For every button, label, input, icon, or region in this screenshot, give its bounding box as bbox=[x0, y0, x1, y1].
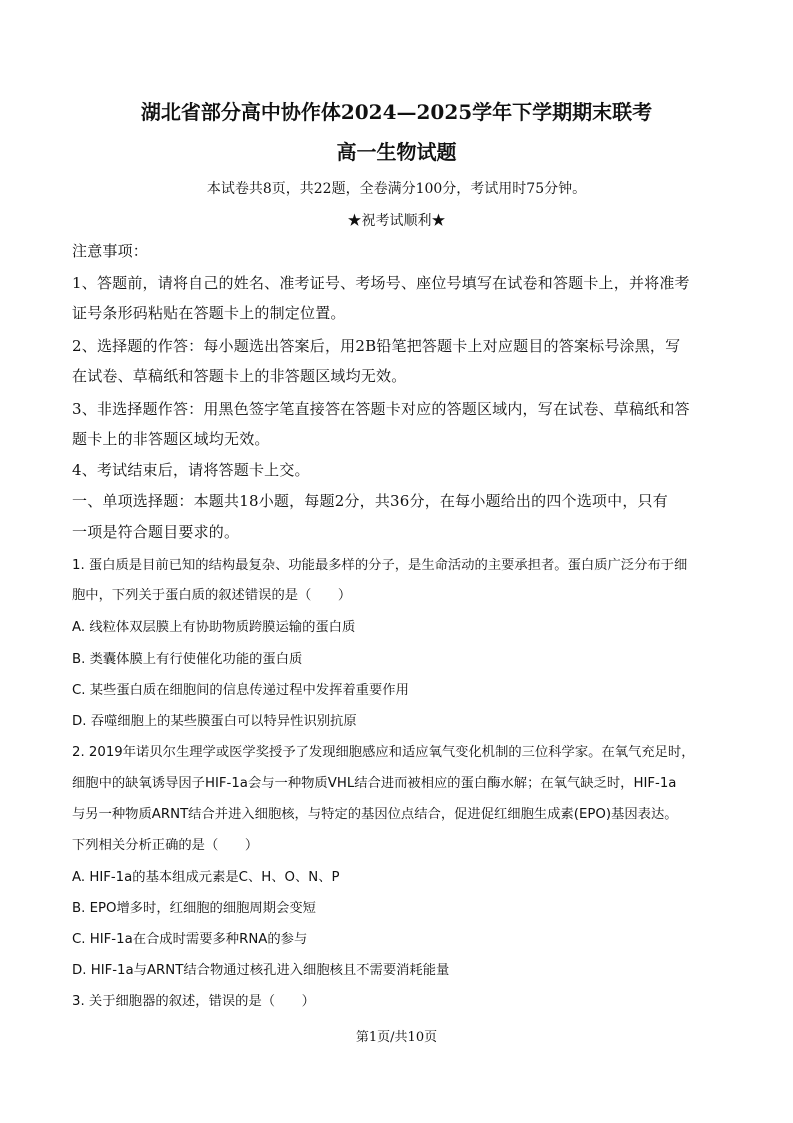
notice-item-3-line-1: 3、非选择题作答：用黑色签字笔直接答在答题卡对应的答题区域内，写在试卷、草稿纸和答 bbox=[72, 400, 690, 418]
question-1-option-d: D. 吞噬细胞上的某些膜蛋白可以特异性识别抗原 bbox=[72, 714, 357, 729]
notice-item-2-line-2: 在试卷、草稿纸和答题卡上的非答题区域均无效。 bbox=[72, 367, 407, 385]
question-2-stem-line-3: 与另一种物质ARNT结合并进入细胞核，与特定的基因位点结合，促进促红细胞生成素(EPO)基因表达。 bbox=[72, 807, 678, 822]
notice-item-2-line-1: 2、选择题的作答：每小题选出答案后，用2B铅笔把答题卡上对应题目的答案标号涂黑，写 bbox=[72, 337, 681, 355]
question-2-option-a: A. HIF-1a的基本组成元素是C、H、O、N、P bbox=[72, 870, 340, 885]
question-3-stem-line-1: 3. 关于细胞器的叙述，错误的是（ ） bbox=[72, 994, 315, 1009]
question-1-option-c: C. 某些蛋白质在细胞间的信息传递过程中发挥着重要作用 bbox=[72, 683, 409, 698]
question-1-option-b: B. 类囊体膜上有行使催化功能的蛋白质 bbox=[72, 652, 303, 667]
exam-title: 湖北省部分高中协作体2024—2025学年下学期期末联考 bbox=[140, 100, 653, 124]
question-2-option-c: C. HIF-1a在合成时需要多种RNA的参与 bbox=[72, 932, 308, 947]
notice-heading: 注意事项： bbox=[72, 242, 149, 260]
question-1-stem-line-1: 1. 蛋白质是目前已知的结构最复杂、功能最多样的分子，是生命活动的主要承担者。蛋白质广泛分布于细 bbox=[72, 558, 688, 573]
notice-item-3-line-2: 题卡上的非答题区域均无效。 bbox=[72, 430, 270, 448]
question-2-option-d: D. HIF-1a与ARNT结合物通过核孔进入细胞核且不需要消耗能量 bbox=[72, 963, 450, 978]
exam-subtitle: 高一生物试题 bbox=[336, 140, 457, 164]
question-2-stem-line-2: 细胞中的缺氧诱导因子HIF-1a会与一种物质VHL结合进而被相应的蛋白酶水解；在氧气缺乏时，HIF-1a bbox=[72, 776, 677, 791]
question-2-stem-line-4: 下列相关分析正确的是（ ） bbox=[72, 838, 259, 853]
question-2-option-b: B. EPO增多时，红细胞的细胞周期会变短 bbox=[72, 901, 316, 916]
page-footer: 第1页/共10页 bbox=[355, 1030, 438, 1045]
section-heading-line-1: 一、单项选择题：本题共18小题，每题2分，共36分，在每小题给出的四个选项中，只有 bbox=[72, 492, 668, 510]
question-1-option-a: A. 线粒体双层膜上有协助物质跨膜运输的蛋白质 bbox=[72, 620, 356, 635]
notice-item-1-line-1: 1、答题前，请将自己的姓名、准考证号、考场号、座位号填写在试卷和答题卡上，并将准考 bbox=[72, 274, 690, 292]
exam-intro: 本试卷共8页，共22题，全卷满分100分，考试用时75分钟。 bbox=[206, 181, 587, 197]
question-1-stem-line-2: 胞中，下列关于蛋白质的叙述错误的是（ ） bbox=[72, 588, 352, 603]
exam-wish: ★祝考试顺利★ bbox=[347, 213, 446, 229]
question-2-stem-line-1: 2. 2019年诺贝尔生理学或医学奖授予了发现细胞感应和适应氧气变化机制的三位科学家。在氧气充足时， bbox=[72, 745, 695, 760]
notice-item-4: 4、考试结束后，请将答题卡上交。 bbox=[72, 461, 310, 479]
notice-item-1-line-2: 证号条形码粘贴在答题卡上的制定位置。 bbox=[72, 304, 346, 322]
section-heading-line-2: 一项是符合题目要求的。 bbox=[72, 523, 240, 541]
